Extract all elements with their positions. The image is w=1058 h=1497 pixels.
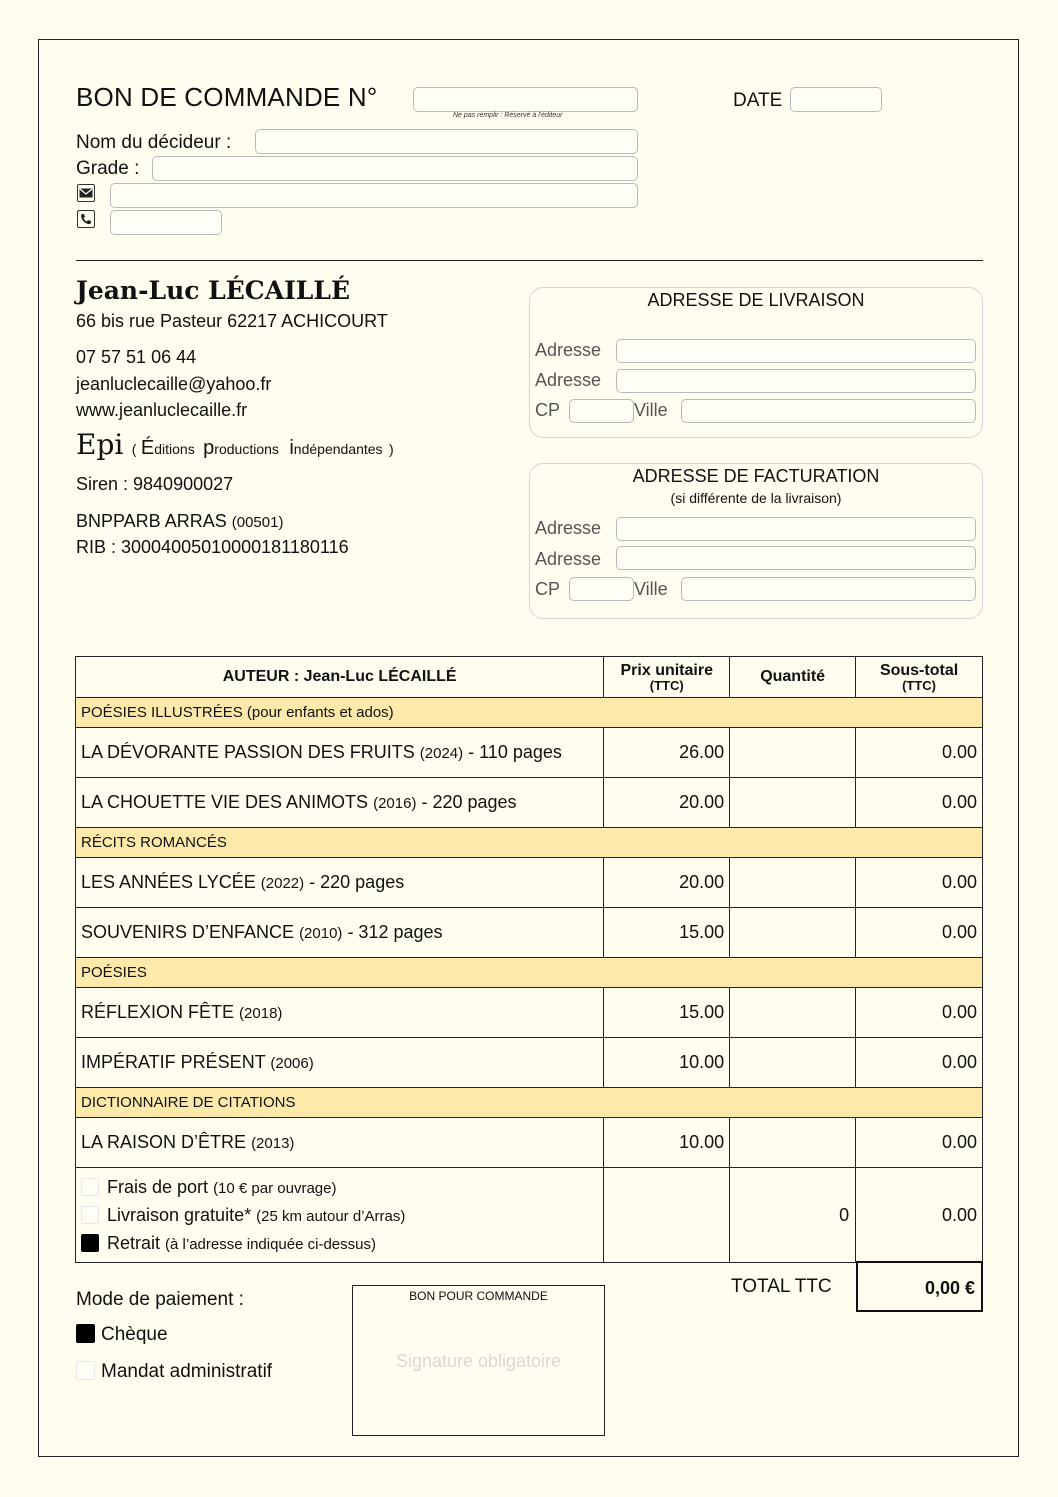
table-header (76, 657, 983, 698)
signature-box[interactable] (352, 1285, 605, 1436)
billing-subtitle: (si différente de la livraison) (670, 490, 842, 506)
decider-field[interactable] (255, 129, 638, 154)
table-row: SOUVENIRS D’ENFANCE (2010) - 312 pages 15.00 0.00 (76, 908, 983, 958)
total-value: 0,00 € (856, 1261, 983, 1312)
shipping-qty[interactable]: 0 (730, 1168, 856, 1263)
total-label: TOTAL TTC (731, 1276, 832, 1297)
delivery-address-box (529, 287, 983, 438)
col-subtotal: Sous-total (TTC) (856, 657, 983, 698)
qty-input[interactable] (730, 1118, 856, 1168)
date-label: DATE (733, 90, 783, 111)
epi-logo: Epi (76, 428, 124, 461)
delivery-title: ADRESSE DE LIVRAISON (647, 290, 865, 310)
author-phone: 07 57 51 06 44 (76, 347, 197, 367)
epi-publisher: Epi ( Éditions productions indépendantes ) (76, 428, 394, 461)
table-row: RÉFLEXION FÊTE (2018) 15.00 0.00 (76, 988, 983, 1038)
qty-input[interactable] (730, 908, 856, 958)
table-row: LA RAISON D’ÊTRE (2013) 10.00 0.00 (76, 1118, 983, 1168)
order-table (75, 656, 983, 1263)
author-rib: RIB : 30004005010000181180116 (76, 537, 349, 557)
delivery-cp-label: CP (535, 400, 561, 420)
billing-address-field-2[interactable] (616, 546, 976, 570)
delivery-address-label-1: Adresse (535, 340, 602, 360)
billing-address-label-2: Adresse (535, 549, 602, 569)
billing-title: ADRESSE DE FACTURATION (632, 466, 880, 486)
col-author: AUTEUR : Jean-Luc LÉCAILLÉ (76, 657, 604, 698)
qty-input[interactable] (730, 1038, 856, 1088)
table-row: LA DÉVORANTE PASSION DES FRUITS (2024) - 110 pages 26.00 0.00 (76, 728, 983, 778)
author-name: Jean-Luc LÉCAILLÉ (76, 276, 350, 305)
checkbox[interactable] (81, 1178, 99, 1196)
col-price: Prix unitaire (TTC) (604, 657, 730, 698)
payment-title: Mode de paiement : (76, 1289, 244, 1310)
billing-cp-field[interactable] (569, 577, 634, 601)
grade-field[interactable] (152, 156, 638, 181)
delivery-cp-field[interactable] (569, 399, 634, 423)
payment-option-mandat[interactable]: Mandat administratif (76, 1361, 272, 1383)
shipping-option-gratuite[interactable]: Livraison gratuite* (25 km autour d’Arras) (81, 1202, 598, 1230)
author-siren: Siren : 9840900027 (76, 474, 234, 494)
order-number-note: Ne pas remplir : Réservé à l'éditeur (453, 112, 563, 119)
author-email: jeanluclecaille@yahoo.fr (76, 374, 272, 394)
qty-input[interactable] (730, 988, 856, 1038)
table-row: LES ANNÉES LYCÉE (2022) - 220 pages 20.00 0.00 (76, 858, 983, 908)
checkbox[interactable] (81, 1206, 99, 1224)
category-row: DICTIONNAIRE DE CITATIONS (76, 1088, 983, 1118)
email-field[interactable] (110, 183, 638, 208)
date-field[interactable] (790, 87, 882, 112)
signature-title: BON POUR COMMANDE (409, 1289, 548, 1303)
category-row: POÉSIES ILLUSTRÉES (pour enfants et ados) (76, 698, 983, 728)
table-row: LA CHOUETTE VIE DES ANIMOTS (2016) - 220 pages 20.00 0.00 (76, 778, 983, 828)
phone-icon (77, 210, 95, 228)
billing-address-box (529, 463, 983, 619)
checkbox-checked[interactable] (81, 1234, 99, 1252)
category-row: RÉCITS ROMANCÉS (76, 828, 983, 858)
checkbox[interactable] (76, 1361, 95, 1380)
shipping-option-frais[interactable]: Frais de port (10 € par ouvrage) (81, 1174, 598, 1202)
shipping-row (76, 1168, 983, 1263)
billing-cp-label: CP (535, 579, 561, 599)
grade-label: Grade : (76, 158, 140, 179)
delivery-address-field-2[interactable] (616, 369, 976, 393)
decider-label: Nom du décideur : (76, 132, 232, 153)
author-website: www.jeanluclecaille.fr (76, 400, 248, 420)
delivery-address-label-2: Adresse (535, 370, 602, 390)
payment-option-cheque[interactable]: Chèque (76, 1324, 168, 1346)
author-bank: BNPPARB ARRAS (00501) (76, 511, 284, 531)
phone-field[interactable] (110, 210, 222, 235)
order-number-field[interactable] (413, 87, 638, 112)
table-row: IMPÉRATIF PRÉSENT (2006) 10.00 0.00 (76, 1038, 983, 1088)
delivery-city-label: Ville (634, 400, 668, 420)
checkbox-checked[interactable] (76, 1324, 95, 1343)
category-row: POÉSIES (76, 958, 983, 988)
form-title: BON DE COMMANDE N° (76, 82, 378, 112)
header-divider (76, 260, 983, 261)
qty-input[interactable] (730, 858, 856, 908)
author-address: 66 bis rue Pasteur 62217 ACHICOURT (76, 311, 388, 331)
qty-input[interactable] (730, 778, 856, 828)
envelope-icon (77, 184, 95, 202)
signature-placeholder: Signature obligatoire (395, 1351, 562, 1371)
billing-address-field-1[interactable] (616, 517, 976, 541)
qty-input[interactable] (730, 728, 856, 778)
billing-address-label-1: Adresse (535, 518, 602, 538)
billing-city-field[interactable] (681, 577, 976, 601)
delivery-city-field[interactable] (681, 399, 976, 423)
shipping-subtotal: 0.00 (856, 1168, 983, 1263)
billing-city-label: Ville (634, 579, 668, 599)
shipping-option-retrait[interactable]: Retrait (à l’adresse indiquée ci-dessus) (81, 1230, 598, 1258)
col-qty: Quantité (730, 657, 856, 698)
delivery-address-field-1[interactable] (616, 339, 976, 363)
